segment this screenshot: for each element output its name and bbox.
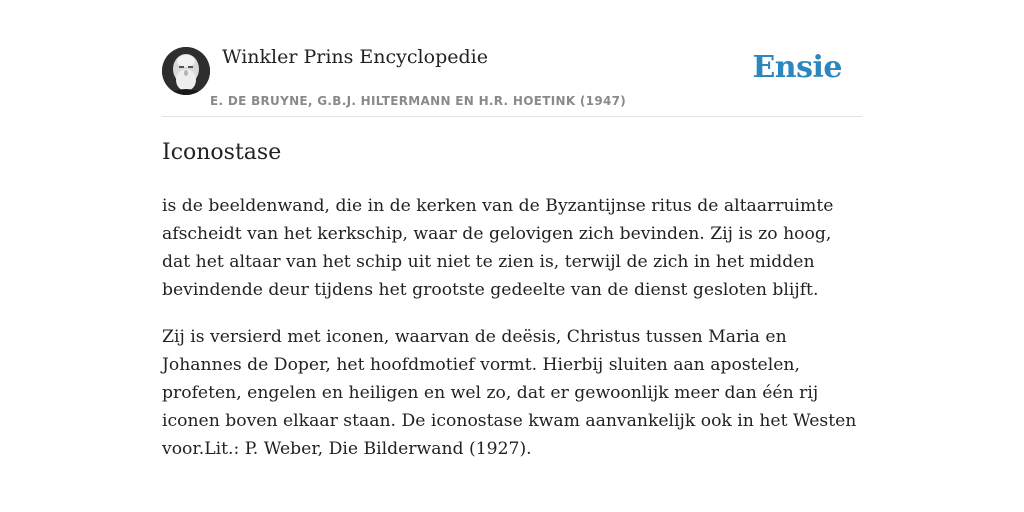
entry-paragraph: is de beeldenwand, die in de kerken van de Byzantijnse ritus de altaarruimte afscheidt van het kerkschip, waar de gelovigen zich bevinden. Zij is zo hoog, dat het altaar van het schip uit niet te zien is, terwijl de zich in het midden bevindende deur tijdens het grootste gedeelte van de dienst gesloten blijft. [162,196,834,300]
entry-title: Iconostase [162,140,282,165]
avatar[interactable] [162,47,210,95]
entry-body [162,192,862,482]
authors-line: E. DE BRUYNE, G.B.J. HILTERMANN EN H.R. HOETINK (1947) [210,94,627,108]
ensie-logo[interactable]: Ensie [752,50,842,85]
portrait-avatar-icon [162,47,210,95]
entry-paragraph: Zij is versierd met iconen, waarvan de deësis, Christus tussen Maria en Johannes de Doper, het hoofdmotief vormt. Hierbij sluiten aan apostelen, profeten, engelen en heiligen en wel zo, dat er gewoonlijk meer dan één rij iconen boven elkaar staan. De iconostase kwam aanvankelijk ook in het Westen voor.Lit.: P. Weber, Die Bilderwand (1927). [162,327,857,459]
header [162,0,862,117]
site-title[interactable]: Winkler Prins Encyclopedie [222,46,488,68]
page [162,0,862,459]
